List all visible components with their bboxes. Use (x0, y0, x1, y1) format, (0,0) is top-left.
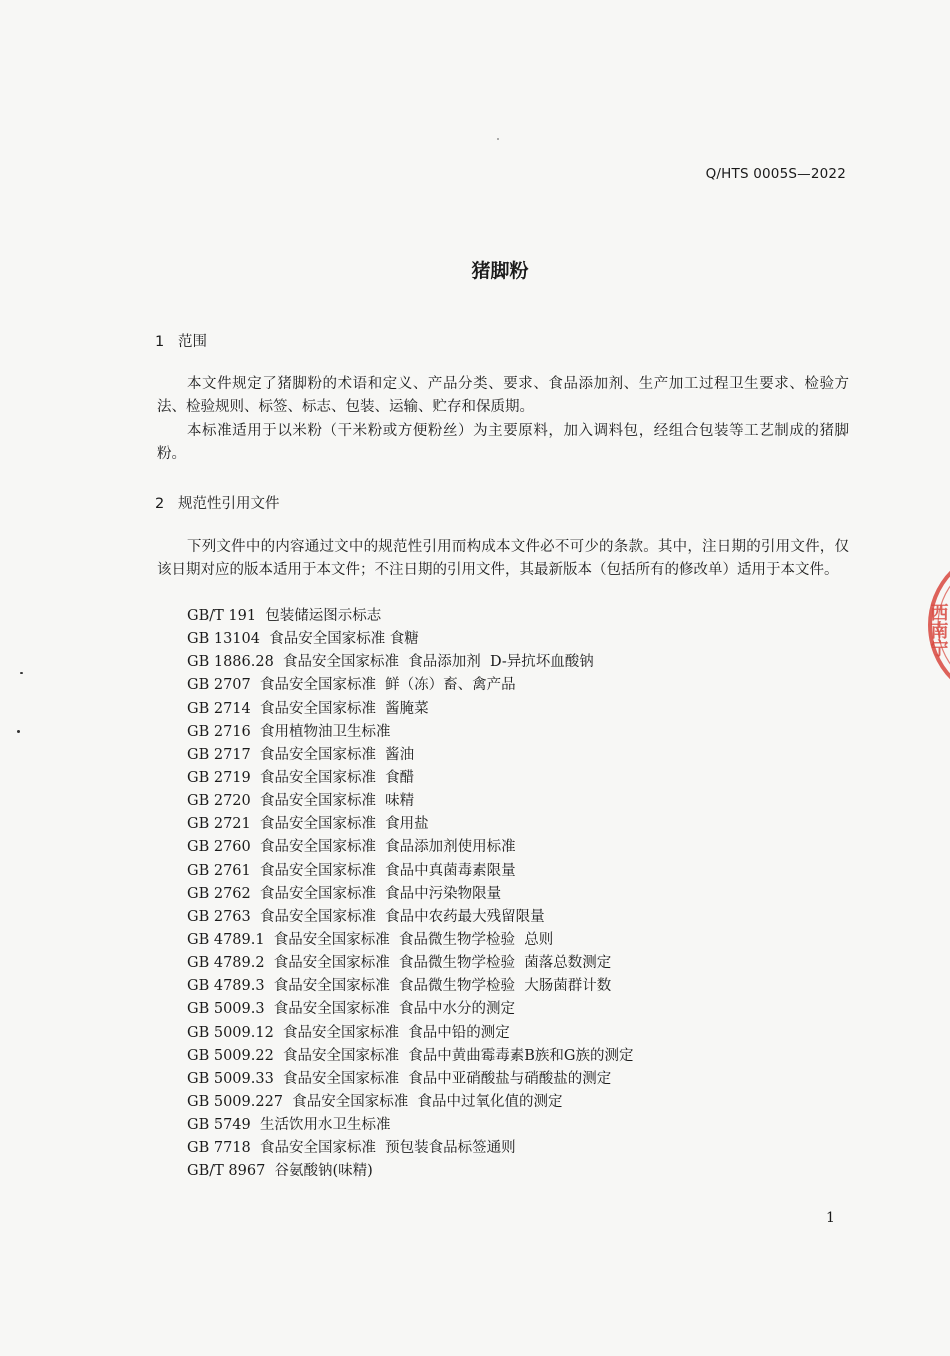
reference-item: GB 4789.1 食品安全国家标准 食品微生物学检验 总则 (187, 931, 554, 948)
reference-item: GB 4789.2 食品安全国家标准 食品微生物学检验 菌落总数测定 (187, 955, 612, 972)
reference-list (187, 605, 633, 1184)
reference-item: GB 5009.33 食品安全国家标准 食品中亚硝酸盐与硝酸盐的测定 (187, 1070, 612, 1087)
reference-item: GB 2707 食品安全国家标准 鲜（冻）畜、禽产品 (187, 677, 516, 694)
reference-item: GB 2763 食品安全国家标准 食品中农药最大残留限量 (187, 908, 545, 925)
reference-item: GB 2721 食品安全国家标准 食用盐 (187, 816, 429, 833)
scope-paragraph-2: 本标准适用于以米粉（干米粉或方便粉丝）为主要原料，加入调料包，经组合包装等工艺制成的猪脚粉。 (157, 423, 849, 462)
scan-speck (20, 672, 23, 674)
stamp-text: 西南宁 (927, 603, 949, 657)
section-title: 范围 (178, 334, 207, 350)
reference-item: GB 5009.3 食品安全国家标准 食品中水分的测定 (187, 1001, 516, 1018)
scan-speck (497, 138, 499, 140)
reference-item: GB 2762 食品安全国家标准 食品中污染物限量 (187, 885, 502, 902)
reference-item: GB 2714 食品安全国家标准 酱腌菜 (187, 700, 429, 717)
references-intro-paragraph: 下列文件中的内容通过文中的规范性引用而构成本文件必不可少的条款。其中，注日期的引用文件，仅该日期对应的版本适用于本文件；不注日期的引用文件，其最新版本（包括所有的修改单）适用于本文件。 (157, 539, 849, 578)
reference-item: GB 2716 食用植物油卫生标准 (187, 723, 391, 740)
reference-item: GB 13104 食品安全国家标准 食糖 (187, 631, 419, 648)
reference-item: GB 7718 食品安全国家标准 预包装食品标签通则 (187, 1140, 516, 1157)
reference-item: GB 2719 食品安全国家标准 食醋 (187, 769, 415, 786)
reference-item: GB/T 8967 谷氨酸钠(味精) (187, 1163, 373, 1180)
page-number: 1 (826, 1210, 835, 1226)
section-heading-normative-references (155, 492, 280, 513)
reference-item: GB 2720 食品安全国家标准 味精 (187, 793, 415, 810)
reference-item: GB/T 191 包装储运图示标志 (187, 608, 382, 624)
section-number: 1 (155, 334, 165, 350)
reference-item: GB 5749 生活饮用水卫生标准 (187, 1117, 391, 1134)
document-title: 猪脚粉 (471, 260, 529, 282)
reference-item: GB 2717 食品安全国家标准 酱油 (187, 746, 415, 763)
reference-item: GB 1886.28 食品安全国家标准 食品添加剂 D-异抗坏血酸钠 (187, 654, 594, 671)
section-number: 2 (155, 496, 165, 512)
standard-code: Q/HTS 0005S—2022 (705, 166, 846, 182)
scope-paragraph-1: 本文件规定了猪脚粉的术语和定义、产品分类、要求、食品添加剂、生产加工过程卫生要求、检验方法、检验规则、标签、标志、包装、运输、贮存和保质期。 (157, 376, 849, 415)
reference-item: GB 5009.227 食品安全国家标准 食品中过氧化值的测定 (187, 1093, 563, 1110)
section-heading-scope (155, 330, 207, 351)
official-seal-stamp (922, 505, 950, 745)
reference-item: GB 2761 食品安全国家标准 食品中真菌毒素限量 (187, 862, 516, 879)
section-title: 规范性引用文件 (178, 496, 280, 512)
scan-speck (17, 730, 20, 733)
reference-item: GB 2760 食品安全国家标准 食品添加剂使用标准 (187, 839, 516, 856)
reference-item: GB 5009.22 食品安全国家标准 食品中黄曲霉毒素B族和G族的测定 (187, 1047, 634, 1064)
reference-item: GB 5009.12 食品安全国家标准 食品中铅的测定 (187, 1024, 510, 1041)
reference-item: GB 4789.3 食品安全国家标准 食品微生物学检验 大肠菌群计数 (187, 978, 612, 995)
